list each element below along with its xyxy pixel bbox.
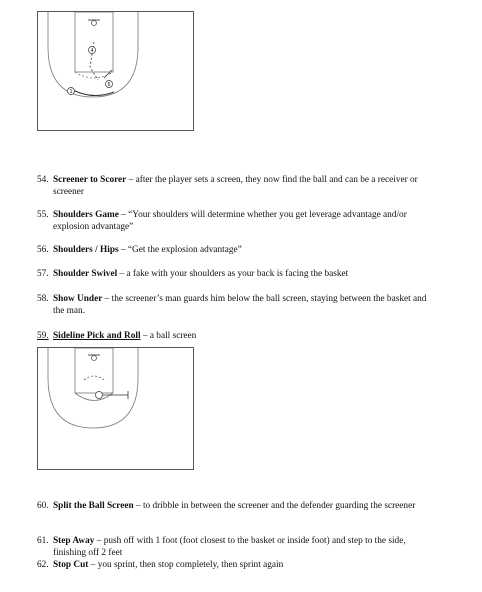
- item-number: 55.: [37, 210, 49, 220]
- item-term: Step Away: [53, 536, 95, 546]
- player-marker: [96, 392, 103, 399]
- item-term: Stop Cut: [53, 560, 89, 570]
- play-diagram-screener-to-scorer: [37, 11, 194, 131]
- item-definition: – a ball screen: [140, 331, 197, 341]
- item-number: 61.: [37, 536, 49, 546]
- player-4-label: 4: [90, 48, 94, 54]
- item-definition: – to dribble in between the screener and the defender guarding the screener: [133, 501, 416, 511]
- item-number: 56.: [37, 245, 49, 255]
- list-item-55: [37, 210, 437, 232]
- player-5-label: 5: [107, 82, 111, 88]
- list-item-54: [37, 175, 437, 197]
- screen-mark: [104, 70, 112, 78]
- free-throw-circle: [75, 393, 113, 401]
- dribble-path: [73, 90, 114, 96]
- half-court-diagram: [38, 348, 193, 469]
- list-item-61: [37, 536, 437, 558]
- item-number: 60.: [37, 501, 49, 511]
- item-term: Shoulders Game: [53, 210, 119, 220]
- item-definition: – you sprint, then stop completely, then sprint again: [88, 560, 284, 570]
- item-definition: – a fake with your shoulders as your back is facing the basket: [117, 269, 349, 279]
- player-1-label: 1: [69, 89, 73, 95]
- item-definition: – “Get the explosion advantage”: [118, 245, 242, 255]
- hoop: [92, 21, 97, 26]
- list-item-56: [37, 245, 437, 257]
- item-number: 62.: [37, 560, 49, 570]
- item-term: Shoulder Swivel: [53, 269, 118, 279]
- item-term: Screener to Scorer: [53, 175, 127, 185]
- list-item-59: [37, 331, 437, 343]
- item-number: 57.: [37, 269, 49, 279]
- three-point-arc: [48, 12, 138, 97]
- hoop: [92, 356, 97, 361]
- list-item-57: [37, 269, 437, 281]
- item-number: 58.: [37, 294, 49, 304]
- play-diagram-sideline-pick-and-roll: [37, 347, 194, 470]
- item-number: 59.: [37, 331, 49, 341]
- item-definition: – “Your shoulders will determine whether you get leverage advantage and/or explosion advantage”: [53, 210, 407, 232]
- item-term: Show Under: [53, 294, 103, 304]
- item-term: Sideline Pick and Roll: [53, 331, 141, 341]
- roll-path: [84, 376, 104, 380]
- list-item-62: [37, 560, 437, 572]
- half-court-diagram: [38, 12, 193, 130]
- item-number: 54.: [37, 175, 49, 185]
- item-definition: – after the player sets a screen, they now find the ball and can be a receiver or screener: [53, 175, 418, 197]
- item-term: Shoulders / Hips: [53, 245, 119, 255]
- list-item-60: [37, 501, 437, 513]
- item-definition: – push off with 1 foot (foot closest to the basket or inside foot) and step to the side, finishing off 2 feet: [53, 536, 406, 558]
- list-item-58: [37, 294, 437, 316]
- item-term: Split the Ball Screen: [53, 501, 134, 511]
- item-definition: – the screener’s man guards him below the ball screen, staying between the basket and the man.: [53, 294, 427, 316]
